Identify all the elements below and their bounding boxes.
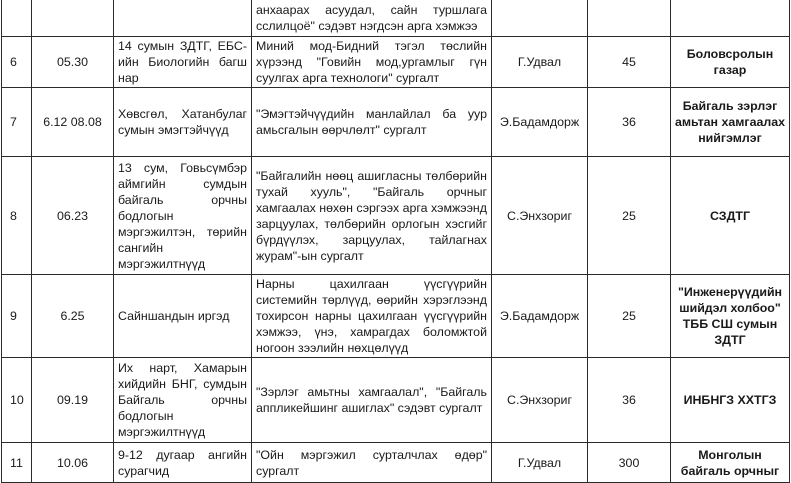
row-responsible: Г.Удвал <box>492 443 588 483</box>
row-number: 8 <box>2 157 32 275</box>
row-topic: Нарны цахилгаан үүсгүүрийн системийн төрлүүд, өөрийн хэрэглээнд тохирсон нарны цахилгаан үүсгүүрийн хэмжээ, үнэ, хамрагдах боломжтой ногоон зээлийн нөхцөлүүд <box>252 275 492 358</box>
row-organization <box>671 0 790 37</box>
table-row <box>2 275 790 358</box>
row-participants: Сайншандын иргэд <box>114 275 252 358</box>
row-date: 06.23 <box>32 157 114 275</box>
row-participants: 9-12 дугаар ангийн сурагчид <box>114 443 252 483</box>
row-date: 09.19 <box>32 358 114 443</box>
row-participants: 14 сумын ЗДТГ, ЕБС-ийн Биологийн багш нар <box>114 37 252 88</box>
row-responsible: С.Энхзориг <box>492 358 588 443</box>
row-number: 9 <box>2 275 32 358</box>
row-participants: Хөвсгөл, Хатанбулаг сумын эмэгтэйчүүд <box>114 88 252 157</box>
row-date: 6.12 08.08 <box>32 88 114 157</box>
row-number <box>2 0 32 37</box>
row-responsible: Э.Бадамдорж <box>492 275 588 358</box>
row-responsible <box>492 0 588 37</box>
table-row <box>2 157 790 275</box>
row-topic: "Эмэгтэйчүүдийн манлайлал ба уур амьсгалын өөрчлөлт" сургалт <box>252 88 492 157</box>
row-count: 36 <box>588 88 671 157</box>
row-date: 05.30 <box>32 37 114 88</box>
row-responsible: Э.Бадамдорж <box>492 88 588 157</box>
row-number: 6 <box>2 37 32 88</box>
table-row <box>2 0 790 37</box>
table-row <box>2 37 790 88</box>
row-organization: "Инженерүүдийн шийдэл холбоо" ТББ СШ сумын ЗДТГ <box>671 275 790 358</box>
row-participants: 13 сум, Говьсүмбэр аймгийн сумдын байгаль орчны бодлогын мэргэжилтэн, төрийн сангийн мэргэжилтнүүд <box>114 157 252 275</box>
row-date <box>32 0 114 37</box>
row-count: 36 <box>588 358 671 443</box>
row-organization: Байгаль зэрлэг амьтан хамгаалах нийгэмлэг <box>671 88 790 157</box>
row-number: 7 <box>2 88 32 157</box>
row-count: 25 <box>588 157 671 275</box>
row-date: 10.06 <box>32 443 114 483</box>
row-participants: Их нарт, Хамарын хийдийн БНГ, сумдын Байгаль орчны бодлогын мэргэжилтнүүд <box>114 358 252 443</box>
row-count: 300 <box>588 443 671 483</box>
table-row <box>2 443 790 483</box>
row-participants <box>114 0 252 37</box>
row-responsible: Г.Удвал <box>492 37 588 88</box>
row-organization: Монголын байгаль орчныг <box>671 443 790 483</box>
row-responsible: С.Энхзориг <box>492 157 588 275</box>
row-topic: "Байгалийн нөөц ашигласны төлбөрийн тухай хууль", "Байгаль орчныг хамгаалах нөхөн сэргээх арга хэмжээнд зарцуулах, төлбөрийн орлогын хэсгийг бүрдүүлэх, зарцуулах, тайлагнах журам"-ын сургалт <box>252 157 492 275</box>
row-date: 6.25 <box>32 275 114 358</box>
row-topic: "Зэрлэг амьтны хамгаалал", "Байгаль аппликейшинг ашиглах" сэдэвт сургалт <box>252 358 492 443</box>
row-topic: анхаарах асуудал, сайн туршлага сслилцоё" сэдэвт нэгдсэн арга хэмжээ <box>252 0 492 37</box>
row-organization: ИНБНГЗ ХХТГЗ <box>671 358 790 443</box>
row-number: 10 <box>2 358 32 443</box>
row-number: 11 <box>2 443 32 483</box>
table-row <box>2 88 790 157</box>
row-count <box>588 0 671 37</box>
row-count: 25 <box>588 275 671 358</box>
row-organization: Боловсролын газар <box>671 37 790 88</box>
row-topic: Миний мод-Бидний тэгэл төслийн хүрээнд "Говийн мод,ургамлыг гүн суулгах арга технологи" сургалт <box>252 37 492 88</box>
row-count: 45 <box>588 37 671 88</box>
row-topic: "Ойн мэргэжил сурталчлах өдөр" сургалт <box>252 443 492 483</box>
training-table <box>1 0 790 483</box>
table-row <box>2 358 790 443</box>
row-organization: СЗДТГ <box>671 157 790 275</box>
